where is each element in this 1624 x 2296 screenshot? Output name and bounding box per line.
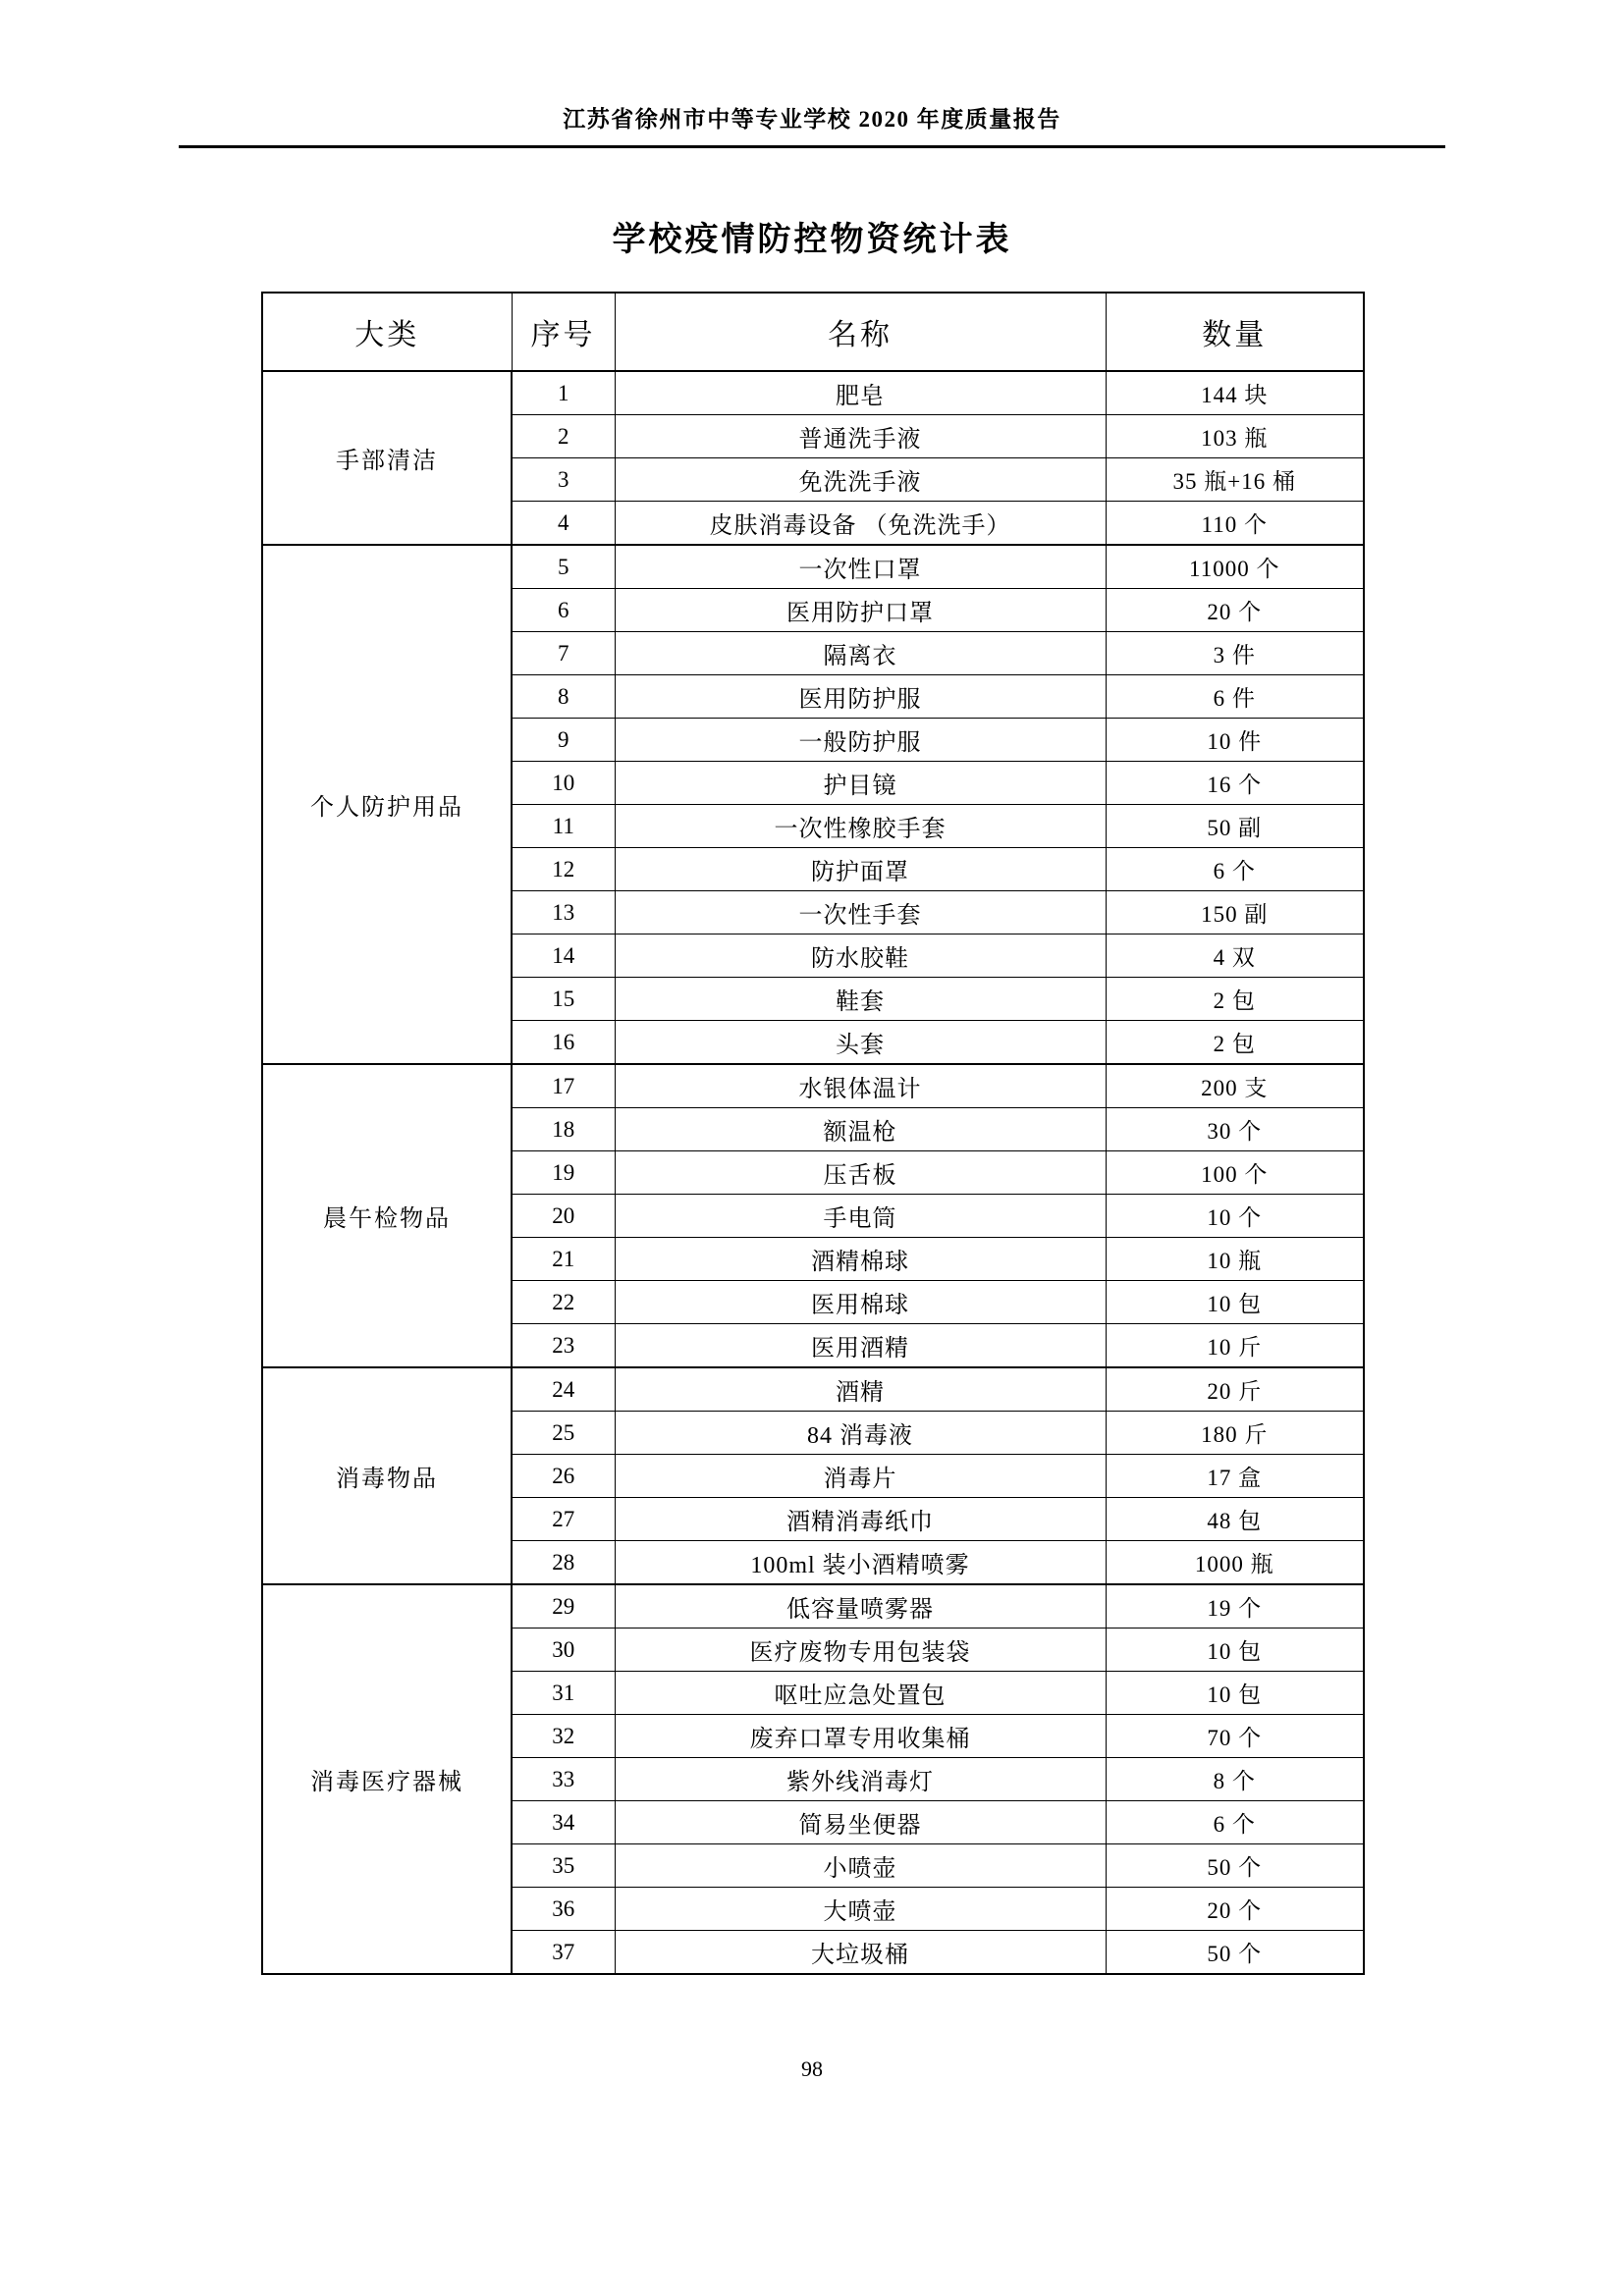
quantity-cell: 20 斤	[1106, 1367, 1364, 1412]
item-name-cell: 简易坐便器	[615, 1801, 1106, 1844]
item-name-cell: 100ml 装小酒精喷雾	[615, 1541, 1106, 1585]
index-cell: 32	[512, 1715, 615, 1758]
index-cell: 25	[512, 1412, 615, 1455]
index-cell: 27	[512, 1498, 615, 1541]
item-name-cell: 肥皂	[615, 371, 1106, 415]
quantity-cell: 2 包	[1106, 978, 1364, 1021]
item-name-cell: 消毒片	[615, 1455, 1106, 1498]
category-cell: 晨午检物品	[262, 1064, 512, 1367]
index-cell: 15	[512, 978, 615, 1021]
quantity-cell: 20 个	[1106, 1888, 1364, 1931]
item-name-cell: 低容量喷雾器	[615, 1584, 1106, 1629]
quantity-cell: 150 副	[1106, 891, 1364, 934]
item-name-cell: 大垃圾桶	[615, 1931, 1106, 1975]
quantity-cell: 17 盒	[1106, 1455, 1364, 1498]
index-cell: 17	[512, 1064, 615, 1108]
index-cell: 2	[512, 415, 615, 458]
item-name-cell: 护目镜	[615, 762, 1106, 805]
running-header	[0, 108, 1624, 132]
index-cell: 11	[512, 805, 615, 848]
category-cell: 个人防护用品	[262, 545, 512, 1064]
index-cell: 24	[512, 1367, 615, 1412]
column-header-index: 序号	[512, 293, 615, 371]
table-row	[262, 1367, 1364, 1412]
category-cell: 消毒物品	[262, 1367, 512, 1584]
quantity-cell: 10 件	[1106, 719, 1364, 762]
quantity-cell: 30 个	[1106, 1108, 1364, 1151]
category-cell: 手部清洁	[262, 371, 512, 545]
index-cell: 31	[512, 1672, 615, 1715]
item-name-cell: 大喷壶	[615, 1888, 1106, 1931]
index-cell: 28	[512, 1541, 615, 1585]
quantity-cell: 6 件	[1106, 675, 1364, 719]
quantity-cell: 48 包	[1106, 1498, 1364, 1541]
quantity-cell: 1000 瓶	[1106, 1541, 1364, 1585]
supplies-table	[261, 292, 1365, 1975]
page-number: 98	[801, 2056, 823, 2081]
quantity-cell: 10 包	[1106, 1672, 1364, 1715]
item-name-cell: 酒精	[615, 1367, 1106, 1412]
quantity-cell: 110 个	[1106, 502, 1364, 546]
table-header-row	[262, 293, 1364, 371]
item-name-cell: 医用酒精	[615, 1324, 1106, 1368]
page-title: 学校疫情防控物资统计表	[612, 222, 1012, 258]
quantity-cell: 6 个	[1106, 848, 1364, 891]
index-cell: 29	[512, 1584, 615, 1629]
quantity-cell: 16 个	[1106, 762, 1364, 805]
index-cell: 10	[512, 762, 615, 805]
quantity-cell: 50 个	[1106, 1844, 1364, 1888]
item-name-cell: 普通洗手液	[615, 415, 1106, 458]
index-cell: 23	[512, 1324, 615, 1368]
item-name-cell: 防水胶鞋	[615, 934, 1106, 978]
index-cell: 22	[512, 1281, 615, 1324]
column-header-category: 大类	[262, 293, 512, 371]
table-row	[262, 371, 1364, 415]
item-name-cell: 一次性橡胶手套	[615, 805, 1106, 848]
quantity-cell: 50 个	[1106, 1931, 1364, 1975]
index-cell: 6	[512, 589, 615, 632]
index-cell: 5	[512, 545, 615, 589]
item-name-cell: 额温枪	[615, 1108, 1106, 1151]
index-cell: 35	[512, 1844, 615, 1888]
index-cell: 18	[512, 1108, 615, 1151]
quantity-cell: 180 斤	[1106, 1412, 1364, 1455]
index-cell: 19	[512, 1151, 615, 1195]
item-name-cell: 医用防护服	[615, 675, 1106, 719]
quantity-cell: 3 件	[1106, 632, 1364, 675]
quantity-cell: 103 瓶	[1106, 415, 1364, 458]
item-name-cell: 一次性手套	[615, 891, 1106, 934]
quantity-cell: 19 个	[1106, 1584, 1364, 1629]
index-cell: 21	[512, 1238, 615, 1281]
quantity-cell: 20 个	[1106, 589, 1364, 632]
quantity-cell: 10 包	[1106, 1281, 1364, 1324]
item-name-cell: 鞋套	[615, 978, 1106, 1021]
quantity-cell: 200 支	[1106, 1064, 1364, 1108]
item-name-cell: 一次性口罩	[615, 545, 1106, 589]
quantity-cell: 10 瓶	[1106, 1238, 1364, 1281]
quantity-cell: 11000 个	[1106, 545, 1364, 589]
index-cell: 33	[512, 1758, 615, 1801]
item-name-cell: 84 消毒液	[615, 1412, 1106, 1455]
index-cell: 4	[512, 502, 615, 546]
item-name-cell: 压舌板	[615, 1151, 1106, 1195]
quantity-cell: 8 个	[1106, 1758, 1364, 1801]
index-cell: 8	[512, 675, 615, 719]
table-row	[262, 545, 1364, 589]
item-name-cell: 隔离衣	[615, 632, 1106, 675]
item-name-cell: 医疗废物专用包装袋	[615, 1629, 1106, 1672]
table-row	[262, 1584, 1364, 1629]
table-header	[262, 293, 1364, 371]
item-name-cell: 呕吐应急处置包	[615, 1672, 1106, 1715]
table-body	[262, 371, 1364, 1974]
running-header-text: 江苏省徐州市中等专业学校 2020 年度质量报告	[563, 107, 1061, 132]
item-name-cell: 酒精消毒纸巾	[615, 1498, 1106, 1541]
index-cell: 26	[512, 1455, 615, 1498]
quantity-cell: 6 个	[1106, 1801, 1364, 1844]
table-row	[262, 1064, 1364, 1108]
index-cell: 30	[512, 1629, 615, 1672]
item-name-cell: 手电筒	[615, 1195, 1106, 1238]
quantity-cell: 100 个	[1106, 1151, 1364, 1195]
column-header-quantity: 数量	[1106, 293, 1364, 371]
item-name-cell: 医用防护口罩	[615, 589, 1106, 632]
quantity-cell: 10 个	[1106, 1195, 1364, 1238]
index-cell: 7	[512, 632, 615, 675]
item-name-cell: 皮肤消毒设备 （免洗洗手）	[615, 502, 1106, 546]
item-name-cell: 头套	[615, 1021, 1106, 1065]
quantity-cell: 10 包	[1106, 1629, 1364, 1672]
index-cell: 9	[512, 719, 615, 762]
item-name-cell: 防护面罩	[615, 848, 1106, 891]
index-cell: 3	[512, 458, 615, 502]
item-name-cell: 免洗洗手液	[615, 458, 1106, 502]
item-name-cell: 废弃口罩专用收集桶	[615, 1715, 1106, 1758]
supplies-table-wrapper	[261, 292, 1363, 1975]
index-cell: 13	[512, 891, 615, 934]
index-cell: 1	[512, 371, 615, 415]
quantity-cell: 10 斤	[1106, 1324, 1364, 1368]
quantity-cell: 2 包	[1106, 1021, 1364, 1065]
item-name-cell: 紫外线消毒灯	[615, 1758, 1106, 1801]
quantity-cell: 4 双	[1106, 934, 1364, 978]
index-cell: 14	[512, 934, 615, 978]
item-name-cell: 小喷壶	[615, 1844, 1106, 1888]
item-name-cell: 一般防护服	[615, 719, 1106, 762]
index-cell: 12	[512, 848, 615, 891]
quantity-cell: 35 瓶+16 桶	[1106, 458, 1364, 502]
item-name-cell: 医用棉球	[615, 1281, 1106, 1324]
quantity-cell: 144 块	[1106, 371, 1364, 415]
index-cell: 20	[512, 1195, 615, 1238]
index-cell: 37	[512, 1931, 615, 1975]
header-divider-rule	[179, 145, 1445, 148]
index-cell: 36	[512, 1888, 615, 1931]
column-header-name: 名称	[615, 293, 1106, 371]
quantity-cell: 70 个	[1106, 1715, 1364, 1758]
item-name-cell: 水银体温计	[615, 1064, 1106, 1108]
category-cell: 消毒医疗器械	[262, 1584, 512, 1974]
index-cell: 16	[512, 1021, 615, 1065]
index-cell: 34	[512, 1801, 615, 1844]
quantity-cell: 50 副	[1106, 805, 1364, 848]
item-name-cell: 酒精棉球	[615, 1238, 1106, 1281]
